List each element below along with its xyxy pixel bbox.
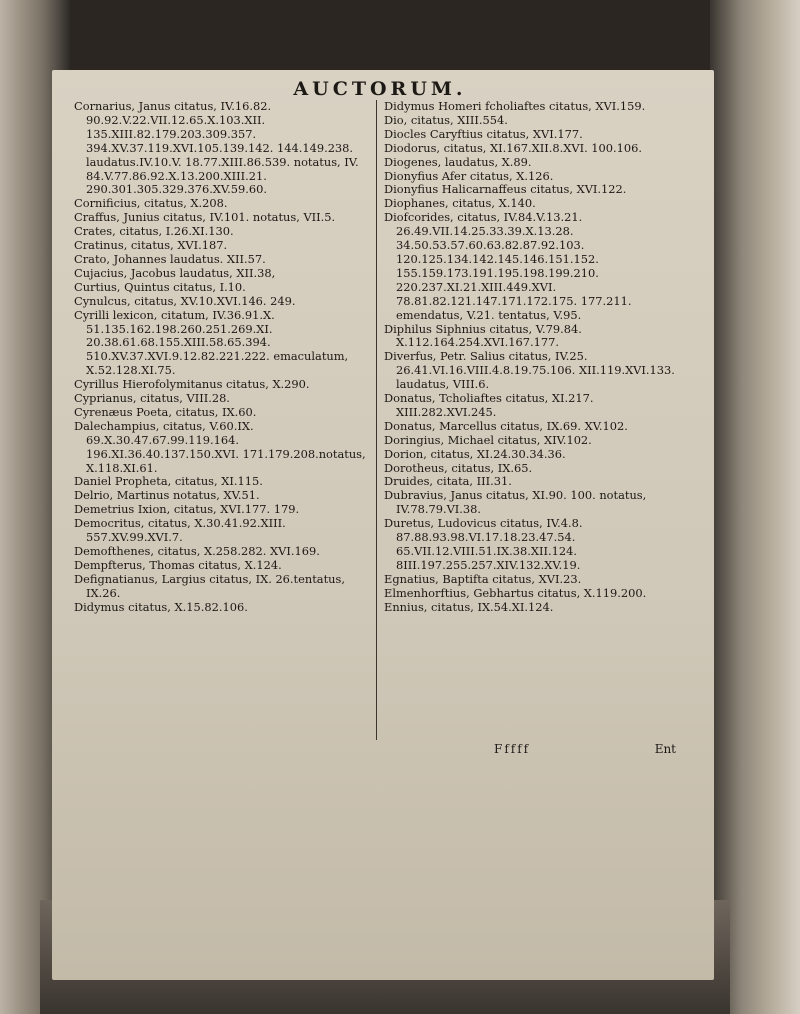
index-entry: Diocles Caryftius citatus, XVI.177. <box>384 126 583 141</box>
left-column <box>74 100 372 615</box>
index-entry: Craffus, Junius citatus, IV.101. notatus, VII.5. <box>74 210 336 225</box>
index-entry: Dorotheus, citatus, IX.65. <box>384 460 533 475</box>
catchword: Ent <box>654 742 676 756</box>
signature-mark: Fffff <box>494 742 531 756</box>
index-entry: Cratinus, citatus, XVI.187. <box>74 238 228 253</box>
index-entry: Dempfterus, Thomas citatus, X.124. <box>74 557 282 572</box>
index-entry: Cyprianus, citatus, VIII.28. <box>74 391 230 406</box>
index-entry: Elmenhorftius, Gebhartus citatus, X.119.200. <box>384 585 647 600</box>
index-entry: Didymus citatus, X.15.82.106. <box>74 599 248 614</box>
index-entry: Diphilus Siphnius citatus, V.79.84. X.112.164.254.XVI.167.177. <box>384 321 586 350</box>
index-entry: Diofcorides, citatus, IV.84.V.13.21. 26.49.VII.14.25.33.39.X.13.28. 34.50.53.57.60.63.82.87.92.103. 120.125.134.142.145.146.151.152. 155.159.173.191.195.198.199.210. 220.237.XI.21.XIII.449.XVI. 78.81.82.121.147.171.172.175. 177.211. emendatus, V.21. tentatus, V.95. <box>384 210 636 322</box>
index-entry: Demofthenes, citatus, X.258.282. XVI.169. <box>74 544 320 558</box>
index-entry: Cornarius, Janus citatus, IV.16.82. 90.92.V.22.VII.12.65.X.103.XII. 135.XIII.82.179.203.309.357. 394.XV.37.119.XVI.105.139.142. 144.149.238. laudatus.IV.10.V. 18.77.XIII.86.539. notatus, IV. 84.V.77.86.92.X.13.200.XIII.21. 290.301.305.329.376.XV.59.60. <box>74 99 363 197</box>
index-entry: Doringius, Michael citatus, XIV.102. <box>384 432 592 447</box>
index-entry: Cujacius, Jacobus laudatus, XII.38, <box>74 265 276 280</box>
index-entry: Dubravius, Janus citatus, XI.90. 100. notatus, IV.78.79.VI.38. <box>384 488 650 517</box>
scan-edge-right <box>710 0 800 1014</box>
index-entry: Egnatius, Baptifta citatus, XVI.23. <box>384 571 582 586</box>
index-entry: Ennius, citatus, IX.54.XI.124. <box>384 599 554 614</box>
index-entry: Dorion, citatus, XI.24.30.34.36. <box>384 446 566 461</box>
index-entry: Dio, citatus, XIII.554. <box>384 112 508 127</box>
index-entry: Crates, citatus, I.26.XI.130. <box>74 224 234 239</box>
index-entry: Cynulcus, citatus, XV.10.XVI.146. 249. <box>74 293 296 308</box>
index-entry: Demetrius Ixion, citatus, XVI.177. 179. <box>74 502 300 517</box>
index-entry: Defignatianus, Largius citatus, IX. 26.tentatus, IX.26. <box>74 571 349 600</box>
index-entry: Delrio, Martinus notatus, XV.51. <box>74 488 260 503</box>
index-entry: Donatus, Tcholiaftes citatus, XI.217. XIII.282.XVI.245. <box>384 391 598 419</box>
right-column <box>384 100 696 615</box>
column-divider <box>376 100 377 740</box>
index-entry: Diverfus, Petr. Salius citatus, IV.25. 26.41.VI.16.VIII.4.8.19.75.106. XII.119.XVI.133. laudatus, VIII.6. <box>384 349 679 392</box>
index-entry: Cyrillus Hierofolymitanus citatus, X.290. <box>74 377 310 392</box>
page-header: AUCTORUM. <box>293 78 467 100</box>
index-entry: Cyrilli lexicon, citatum, IV.36.91.X. 51.135.162.198.260.251.269.XI. 20.38.61.68.155.XIII.58.65.394. 510.XV.37.XVI.9.12.82.221.222. emaculatum, X.52.128.XI.75. <box>74 307 352 378</box>
index-entry: Dionyfius Halicarnaffeus citatus, XVI.122. <box>384 182 627 197</box>
index-entry: Democritus, citatus, X.30.41.92.XIII. 557.XV.99.XVI.7. <box>74 516 290 545</box>
index-entry: Duretus, Ludovicus citatus, IV.4.8. 87.88.93.98.VI.17.18.23.47.54. 65.VII.12.VIII.51.IX.38.XII.124. 8III.197.255.257.XIV.132.XV.19. <box>384 516 587 572</box>
index-entry: Dalechampius, citatus, V.60.IX. 69.X.30.47.67.99.119.164. 196.XI.36.40.137.150.XVI. 171.179.208.notatus, X.118.XI.61. <box>74 418 370 475</box>
index-entry: Diogenes, laudatus, X.89. <box>384 154 532 169</box>
index-entry: Didymus Homeri fcholiaftes citatus, XVI.159. <box>384 99 646 113</box>
index-entry: Crato, Johannes laudatus. XII.57. <box>74 251 266 266</box>
index-entry: Druides, citata, III.31. <box>384 474 512 489</box>
index-entry: Cyrenæus Poeta, citatus, IX.60. <box>74 404 257 419</box>
index-entry: Donatus, Marcellus citatus, IX.69. XV.102. <box>384 418 628 433</box>
index-entry: Cornificius, citatus, X.208. <box>74 196 228 211</box>
index-entry: Diophanes, citatus, X.140. <box>384 196 536 211</box>
index-entry: Curtius, Quintus citatus, I.10. <box>74 279 246 294</box>
index-entry: Daniel Propheta, citatus, XI.115. <box>74 474 263 489</box>
index-entry: Diodorus, citatus, XI.167.XII.8.XVI. 100.106. <box>384 140 643 155</box>
index-entry: Dionyfius Afer citatus, X.126. <box>384 168 554 183</box>
